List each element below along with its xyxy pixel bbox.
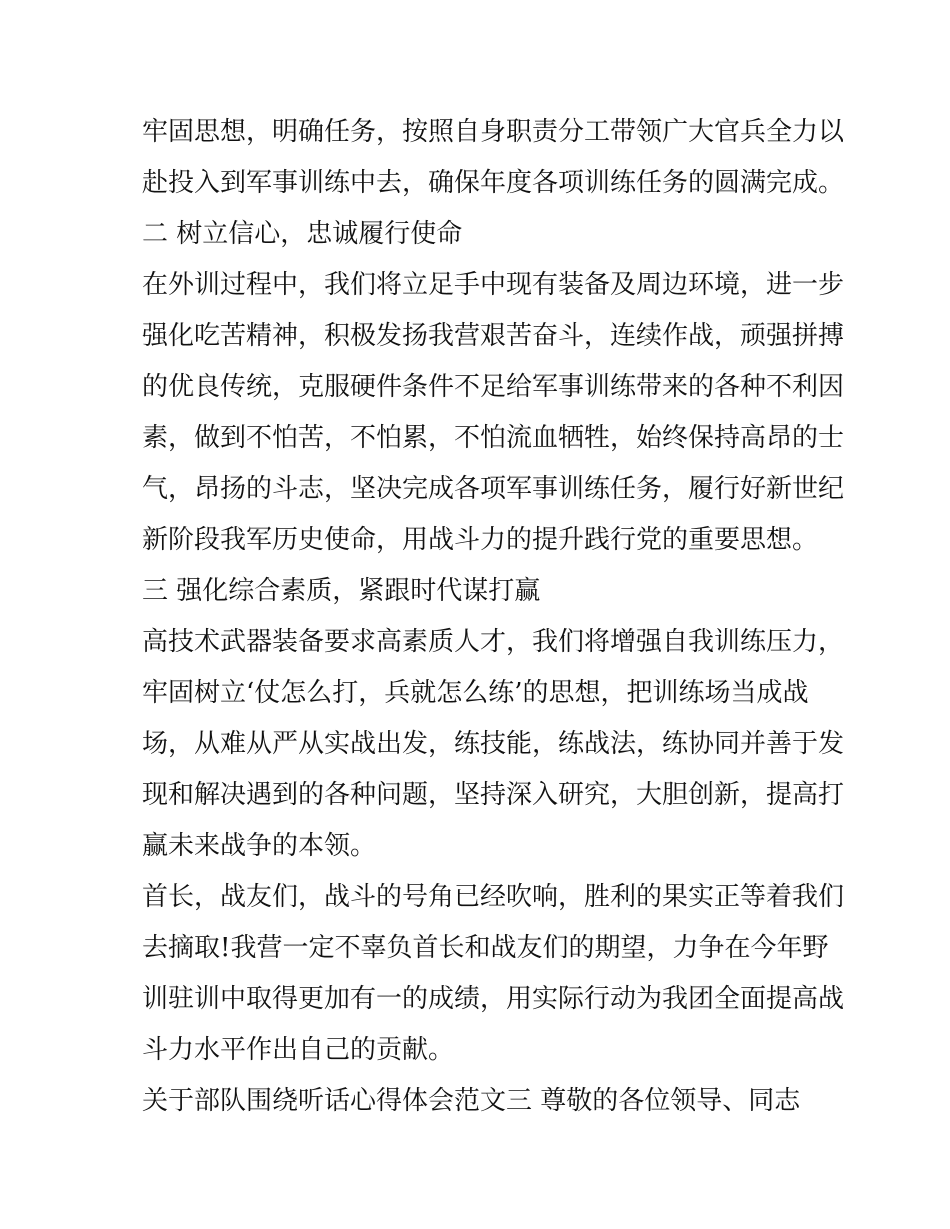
text-line: 牢固思想，明确任务，按照自身职责分工带领广大官兵全力以 [142, 117, 845, 147]
document-body [142, 107, 845, 1127]
text-line: 训驻训中取得更加有一的成绩，用实际行动为我团全面提高战 [142, 984, 845, 1014]
section-heading: 三 强化综合素质，紧跟时代谋打赢 [142, 576, 541, 606]
text-line: 气，昂扬的斗志，坚决完成各项军事训练任务，履行好新世纪 [142, 474, 845, 504]
text-line: 牢固树立‘仗怎么打，兵就怎么练’的思想，把训练场当成战 [142, 678, 809, 708]
text-line: 在外训过程中，我们将立足手中现有装备及周边环境，进一步 [142, 270, 845, 300]
text-line: 场，从难从严从实战出发，练技能，练战法，练协同并善于发 [142, 729, 845, 759]
text-line: 素，做到不怕苦，不怕累，不怕流血牺牲，始终保持高昂的士 [142, 423, 845, 453]
text-line: 赢未来战争的本领。 [142, 831, 377, 861]
text-line: 的优良传统，克服硬件条件不足给军事训练带来的各种不利因 [142, 372, 845, 402]
text-line: 新阶段我军历史使命，用战斗力的提升践行党的重要思想。 [142, 525, 819, 555]
text-line: 首长，战友们，战斗的号角已经吹响，胜利的果实正等着我们 [142, 882, 845, 912]
text-line: 强化吃苦精神，积极发扬我营艰苦奋斗，连续作战，顽强拼搏 [142, 321, 845, 351]
text-line: 现和解决遇到的各种问题，坚持深入研究，大胆创新，提高打 [142, 780, 845, 810]
text-line: 斗力水平作出自己的贡献。 [142, 1035, 455, 1065]
text-line: 关于部队围绕听话心得体会范文三 尊敬的各位领导、同志 [142, 1086, 801, 1116]
section-heading: 二 树立信心，忠诚履行使命 [142, 219, 463, 249]
text-line: 去摘取!我营一定不辜负首长和战友们的期望，力争在今年野 [142, 933, 829, 963]
text-line: 赴投入到军事训练中去，确保年度各项训练任务的圆满完成。 [142, 168, 845, 198]
text-line: 高技术武器装备要求高素质人才，我们将增强自我训练压力， [142, 627, 845, 657]
